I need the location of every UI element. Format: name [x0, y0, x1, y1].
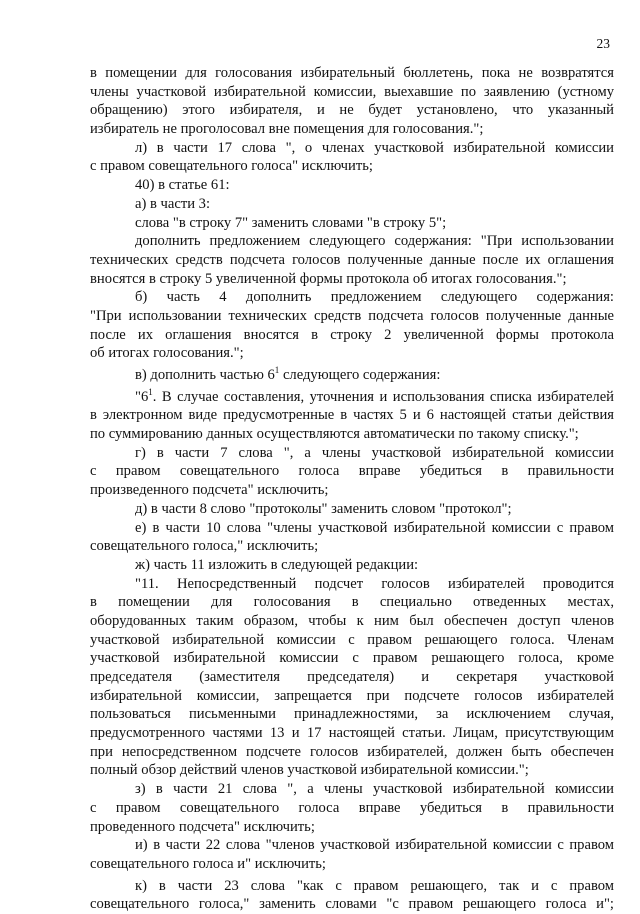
- text-line: совещательного голоса," заменить словами "с правом решающего голоса и";: [90, 896, 614, 913]
- text-line: е) в части 10 слова "члены участковой избирательной комиссии с правом: [135, 519, 614, 536]
- text-line: избиратель не проголосовал вне помещения для голосования.";: [90, 121, 484, 138]
- text-line: произведенного подсчета" исключить;: [90, 482, 329, 499]
- text-line: г) в части 7 слова ", а члены участковой избирательной комиссии: [135, 444, 614, 461]
- text-line: председателя (заместителя председателя) и секретаря участковой: [90, 669, 614, 685]
- text-line: проведенного подсчета" исключить;: [90, 818, 315, 835]
- text-line: с правом совещательного голоса вправе убедиться в правильности: [90, 463, 614, 480]
- text-line: л) в части 17 слова ", о членах участковой избирательной комиссии: [135, 139, 614, 156]
- text-line: с правом совещательного голоса вправе убедиться в правильности: [90, 799, 614, 816]
- text-fragment: следующего содержания:: [279, 367, 441, 383]
- text-line: участковой избирательной комиссии с правом решающего голоса, кроме: [90, 650, 614, 667]
- superscript: 1: [148, 386, 153, 397]
- text-line: пользоваться письменными принадлежностями, за исключением случая,: [90, 706, 614, 723]
- text-line: избирательной комиссии, запрещается при подсчете голосов избирателей: [90, 687, 614, 704]
- text-line: "11. Непосредственный подсчет голосов избирателей проводится: [135, 575, 614, 592]
- text-line: оборудованных таким образом, чтобы к ним был обеспечен доступ членов: [90, 612, 614, 629]
- text-line: с правом совещательного голоса" исключить;: [90, 158, 373, 175]
- text-line: в электронном виде предусмотренные в частях 5 и 6 настоящей статьи действия: [90, 407, 614, 424]
- text-line: "При использовании технических средств подсчета голосов полученные данные: [90, 307, 614, 324]
- text-line: в помещении для голосования в специально отведенных местах,: [90, 594, 614, 611]
- text-line: д) в части 8 слово "протоколы" заменить словом "протокол";: [135, 500, 512, 517]
- text-line: з) в части 21 слова ", а члены участковой избирательной комиссии: [135, 781, 614, 798]
- text-line: технических средств подсчета голосов полученные данные после их оглашения: [90, 251, 614, 268]
- text-line: предусмотренного частями 13 и 17 настоящей статьи. Лицам, присутствующим: [90, 725, 614, 742]
- page-number: 23: [596, 36, 610, 51]
- text-line: б) часть 4 дополнить предложением следующего содержания:: [135, 289, 614, 306]
- text-line: по суммированию данных осуществляются автоматически по такому списку.";: [90, 426, 579, 443]
- text-line: [90, 366, 614, 385]
- text-fragment: в) дополнить частью 6: [135, 367, 275, 383]
- text-line: члены участковой избирательной комиссии, выехавшие по заявлению (устному: [90, 83, 614, 100]
- superscript: 1: [274, 365, 280, 375]
- document-body: [90, 64, 614, 914]
- text-line: полный обзор действий членов участковой избирательной комиссии.";: [90, 762, 529, 779]
- text-line: в помещении для голосования избирательный бюллетень, пока не возвратятся: [90, 65, 614, 81]
- text-line: совещательного голоса и" исключить;: [90, 855, 326, 872]
- text-line: об итогах голосования.";: [90, 345, 244, 362]
- text-line: и) в части 22 слова "членов участковой избирательной комиссии с правом: [135, 837, 614, 854]
- text-line: дополнить предложением следующего содержания: "При использовании: [135, 233, 614, 250]
- text-line: ж) часть 11 изложить в следующей редакции:: [135, 556, 419, 573]
- text-line: а) в части 3:: [135, 195, 211, 212]
- text-line: вносятся в строку 5 увеличенной формы протокола об итогах голосования.";: [90, 270, 567, 287]
- text-line: слова "в строку 7" заменить словами "в строку 5";: [135, 214, 447, 231]
- text-line: обращению) этого избирателя, и не будет установлено, что указанный: [90, 102, 614, 119]
- text-line: при непосредственном подсчете голосов избирателей, должен быть обеспечен: [90, 743, 614, 760]
- text-line: 40) в статье 61:: [135, 177, 230, 194]
- text-line: совещательного голоса," исключить;: [90, 538, 319, 555]
- text-line: к) в части 23 слова "как с правом решающего, так и с правом: [135, 877, 614, 894]
- text-line: после их оглашения вносятся в строку 2 увеличенной формы протокола: [90, 326, 614, 343]
- text-line: участковой избирательной комиссии с правом решающего голоса. Членам: [90, 631, 614, 648]
- text-fragment: "6: [135, 388, 149, 405]
- text-fragment: . В случае составления, уточнения и использования списка избирателей: [152, 388, 614, 405]
- text-line: [90, 388, 614, 407]
